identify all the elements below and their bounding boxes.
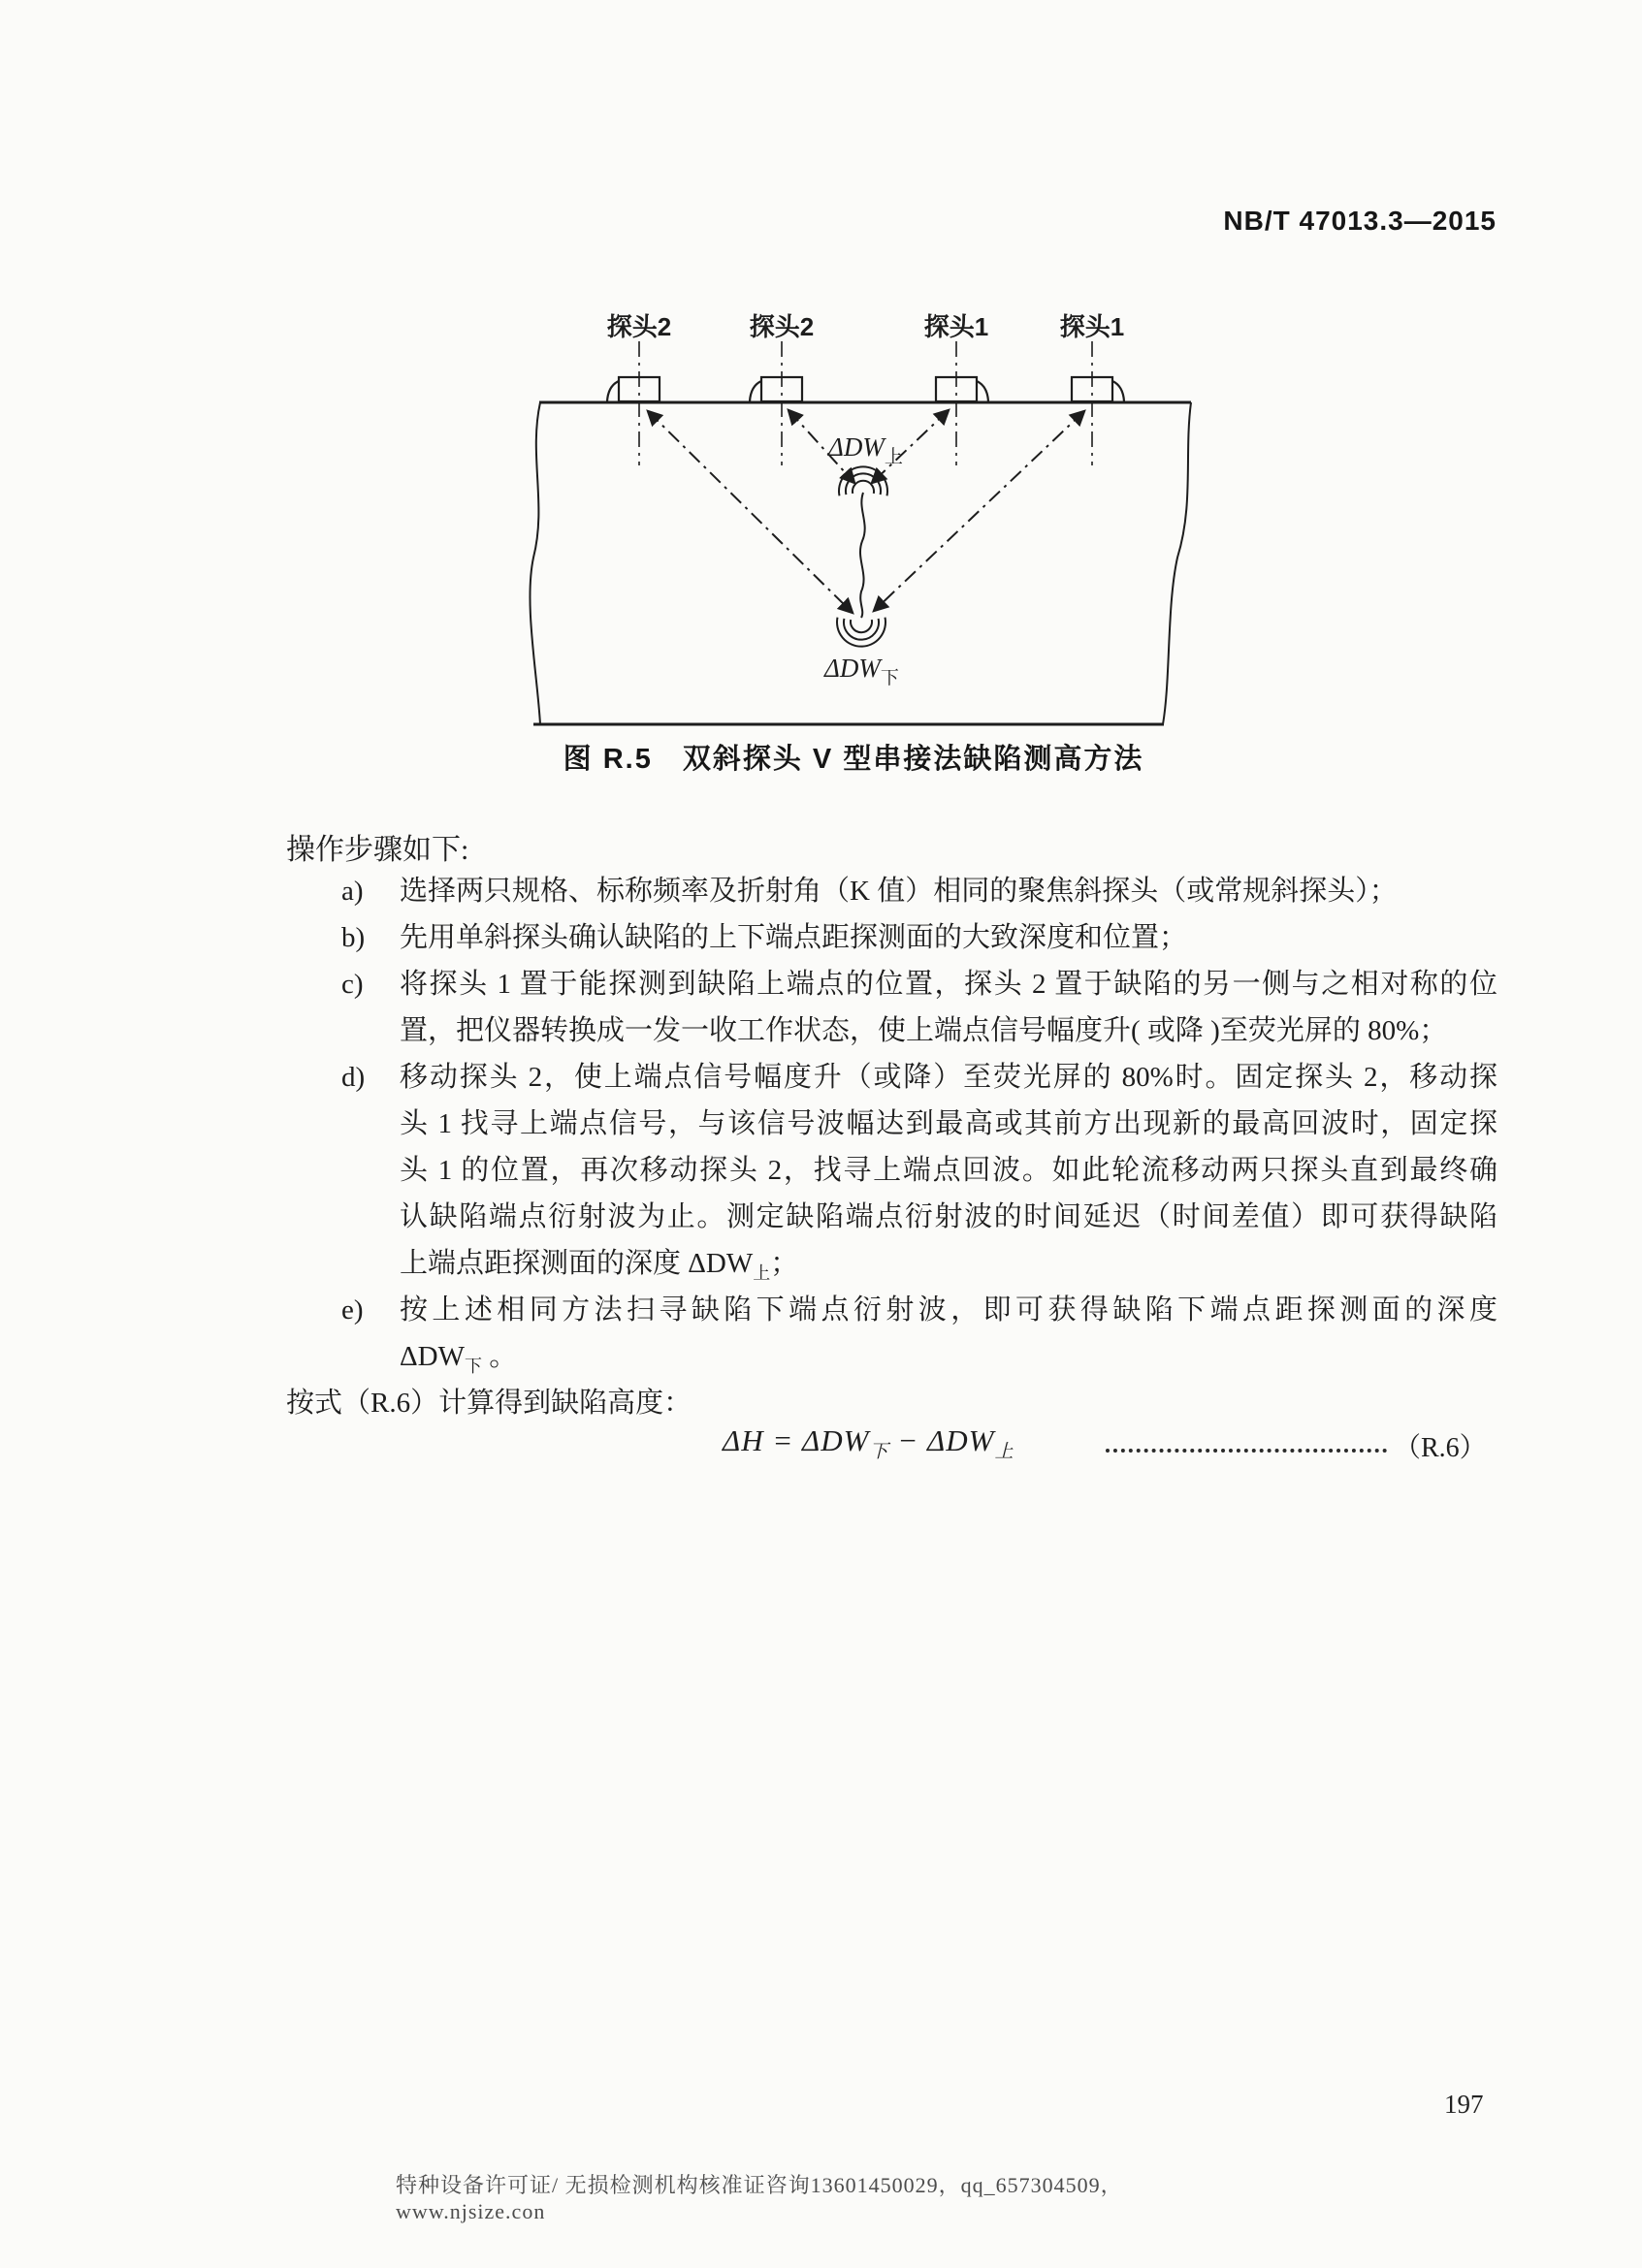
- step-letter: c): [341, 969, 364, 1000]
- step-letter: a): [341, 876, 364, 907]
- probe-1-inner: [936, 377, 988, 401]
- document-standard-number: NB/T 47013.3—2015: [1223, 206, 1497, 236]
- step-line: 置，把仪器转换成一发一收工作状态，使上端点信号幅度升( 或降 )至荧光屏的 80%；: [400, 1015, 1448, 1046]
- beam-path-outer-left: [648, 411, 853, 613]
- workpiece-right-edge: [1163, 402, 1191, 724]
- lower-tip-diffraction-arcs: [837, 618, 885, 647]
- step-line: 先用单斜探头确认缺陷的上下端点距探测面的大致深度和位置；: [400, 922, 1188, 953]
- probe-label-3: 探头1: [923, 312, 989, 341]
- step-line: 将探头 1 置于能探测到缺陷上端点的位置，探头 2 置于缺陷的另一侧与之相对称的位: [400, 969, 1497, 1000]
- step-line: 上端点距探测面的深度 $\Delta DW_上$；: [400, 1248, 799, 1283]
- figure-caption: 图 R.5 双斜探头 V 型串接法缺陷测高方法: [563, 744, 1144, 775]
- page-number: 197: [1444, 2090, 1484, 2119]
- step-letter: e): [341, 1294, 364, 1326]
- probe-2-inner: [750, 377, 802, 401]
- step-letter: d): [341, 1062, 366, 1093]
- step-letter: b): [341, 922, 366, 953]
- probe-label-1: 探头2: [606, 312, 672, 341]
- beam-path-outer-right: [874, 411, 1084, 611]
- step-line: 选择两只规格、标称频率及折射角（K 值）相同的聚焦斜探头（或常规斜探头）；: [400, 876, 1398, 907]
- figure-r5-diagram: [490, 286, 1237, 747]
- formula-number: （R.6）: [1394, 1433, 1487, 1463]
- lower-depth-label: $\Delta DW_下$: [824, 654, 899, 688]
- probe-label-2: 探头2: [749, 312, 815, 341]
- step-line: $\Delta DW_下$ 。: [400, 1341, 518, 1376]
- formula-dotted-leader: [1106, 1449, 1387, 1453]
- steps-intro: 操作步骤如下:: [286, 834, 469, 866]
- defect-crack-line: [860, 493, 865, 618]
- step-line: 认缺陷端点衍射波为止。测定缺陷端点衍射波的时间延迟（时间差值）即可获得缺陷: [400, 1201, 1497, 1232]
- step-line: 移动探头 2，使上端点信号幅度升（或降）至荧光屏的 80%时。固定探头 2，移动探: [400, 1062, 1497, 1093]
- workpiece-left-edge: [530, 402, 540, 724]
- upper-depth-label: $\Delta DW_上$: [828, 432, 903, 467]
- upper-tip-diffraction-arcs: [839, 466, 887, 495]
- step-line: 头 1 的位置，再次移动探头 2，找寻上端点回波。如此轮流移动两只探头直到最终确: [400, 1155, 1497, 1186]
- formula-r6: [723, 1423, 1498, 1466]
- step-line: 头 1 找寻上端点信号，与该信号波幅达到最高或其前方出现新的最高回波时，固定探: [400, 1108, 1497, 1139]
- probe-label-4: 探头1: [1059, 312, 1125, 341]
- steps-closing: 按式（R.6）计算得到缺陷高度：: [286, 1388, 692, 1419]
- probe-1-outer: [1072, 377, 1124, 401]
- formula-expression: $\Delta H = \Delta DW_下 - \Delta DW_上$: [723, 1423, 1014, 1463]
- probe-2-outer: [607, 377, 660, 401]
- step-line: 按上述相同方法扫寻缺陷下端点衍射波，即可获得缺陷下端点距探测面的深度: [400, 1294, 1497, 1326]
- footer-watermark: 特种设备许可证/ 无损检测机构核准证咨询13601450029，qq_657304509，www.njsize.con: [396, 2173, 1123, 2223]
